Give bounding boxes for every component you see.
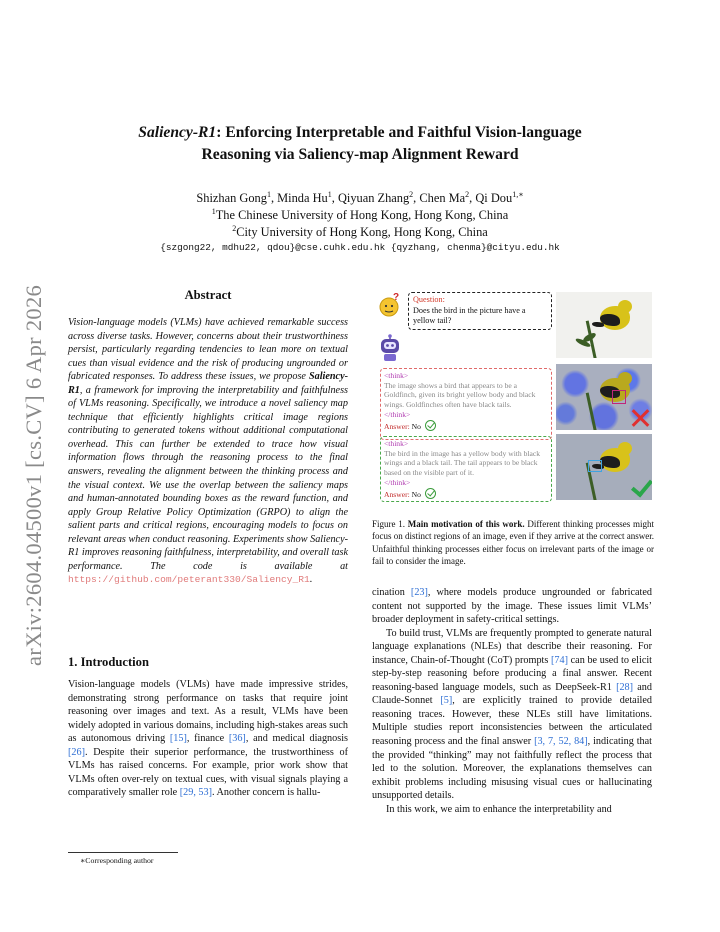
faithful-thinking-box xyxy=(380,436,552,502)
intro-body xyxy=(68,678,348,800)
answer-label: Answer: xyxy=(384,421,410,431)
title-method-name: Saliency-R1 xyxy=(138,124,217,141)
intro-text: Vision-language models (VLMs) have made impressive strides, demonstrating strong performance on tasks that require joint reasoning over images and text. As a result, VLMs have been widely adopted in various domains, including high-stakes areas such as autonomous driving xyxy=(68,679,348,745)
body-text: and Claude-Sonnet xyxy=(372,681,652,707)
body-text: , indicating that the provided “thinking” may not faithfully reflect the process that led to the solution. Moreover, the explanations themselves can exhibit problems including misusing visual cues or hallucinating unsupported details. xyxy=(372,736,652,802)
author-name: Shizhan Gong xyxy=(196,191,267,205)
author-affil-mark: 1 xyxy=(327,190,332,199)
answer-value: No xyxy=(411,421,421,431)
goldfinch-image xyxy=(556,292,652,358)
question-person-icon xyxy=(376,292,402,318)
saliency-highlight xyxy=(588,460,602,472)
saliency-highlight xyxy=(612,390,626,404)
citation-link[interactable]: [28] xyxy=(616,681,634,693)
citation-link[interactable]: [74] xyxy=(551,654,568,666)
figure-1 xyxy=(372,288,658,510)
author-affil-mark: 1,∗ xyxy=(512,190,524,199)
citation-link[interactable]: [15] xyxy=(169,733,187,745)
body-text: , where models produce ungrounded or fabricated content not supported by the image. These issues limit VLMs’ broader deployment in safety-critical settings. xyxy=(372,587,652,626)
unfaithful-saliency-image xyxy=(556,364,652,430)
caption-bold: Main motivation of this work. xyxy=(407,519,525,529)
think-close-tag: </think> xyxy=(384,409,411,419)
body-text: cination xyxy=(372,587,411,598)
paragraph xyxy=(372,586,652,627)
arxiv-identifier xyxy=(22,266,46,666)
citation-link[interactable]: [29, 53] xyxy=(179,787,212,799)
answer-line xyxy=(384,488,548,500)
caption-text: Different thinking processes might focus on distinct regions of an image, even if they arrive at the correct answer. Unfaithful thinking processes either focus on irrelevant parts of the image or fail to consider the image. xyxy=(372,519,655,566)
body-text: , are explicitly trained to provide detailed reasoning traces. However, these NLEs still have limitations. Multiple studies report inconsistencies between the articulated reasoning process and the final answer xyxy=(372,695,652,748)
check-circle-icon xyxy=(425,420,436,431)
answer-label: Answer: xyxy=(384,489,410,499)
author-name: Qi Dou xyxy=(475,191,513,205)
intro-text: , finance xyxy=(186,733,229,745)
arxiv-identifier-text: arXiv:2604.04500v1 [cs.CV] 6 Apr 2026 xyxy=(21,284,46,666)
robot-icon xyxy=(378,334,402,362)
right-column-body xyxy=(372,586,652,816)
answer-value: No xyxy=(411,489,421,499)
citation-link[interactable]: [36] xyxy=(228,733,246,745)
author-affil-mark: 2 xyxy=(409,190,414,199)
paper-title xyxy=(70,122,650,166)
unfaithful-thinking-box xyxy=(380,368,552,440)
title-line1: : Enforcing Interpretable and Faithful Vision-language xyxy=(216,124,582,141)
svg-text:?: ? xyxy=(393,292,400,303)
citation-link[interactable]: [5] xyxy=(440,695,453,707)
faithful-saliency-image xyxy=(556,434,652,500)
author-name: Minda Hu xyxy=(277,191,328,205)
red-x-icon xyxy=(630,408,650,428)
question-box xyxy=(408,292,552,330)
affiliation-1 xyxy=(70,207,650,224)
citation-link[interactable]: [26] xyxy=(68,746,85,758)
paragraph xyxy=(372,627,652,803)
author-name: Qiyuan Zhang xyxy=(337,191,410,205)
code-link[interactable]: https://github.com/peterant330/Saliency_R1 xyxy=(68,574,310,586)
title-line2: Reasoning via Saliency-map Alignment Reward xyxy=(201,146,519,163)
question-label: Question: xyxy=(413,295,445,304)
paragraph: In this work, we aim to enhance the interpretability and xyxy=(386,803,612,815)
citation-link[interactable]: [23] xyxy=(410,587,428,598)
body-text: To build trust, VLMs are frequently prompted to generate natural language explanations (NLEs) that describe their reasoning. For instance, Chain-of-Thought (CoT) prompts xyxy=(372,627,652,666)
abstract-body xyxy=(68,316,348,587)
abstract-text: Vision-language models (VLMs) have achieved remarkable success across diverse tasks. However, concerns about their trustworthiness persist, particularly regarding tendencies to lean more on textual cues than visual evidence and the risk of producing ungrounded or fabricated responses. To address these issues, we propose xyxy=(68,317,348,383)
author-list: Shizhan Gong$^1$, Minda Hu$^1$, Qiyuan Zhang$^2$, Chen Ma$^2$, Qi Dou$^{1,∗}$ xyxy=(196,190,524,205)
think-open-tag: <think> xyxy=(384,371,409,380)
abstract-heading: Abstract xyxy=(184,288,232,302)
affiliation-text: The Chinese University of Hong Kong, Hong Kong, China xyxy=(215,208,509,222)
author-affil-mark: 1 xyxy=(266,190,271,199)
abstract-end: . xyxy=(309,574,313,586)
question-text: Does the bird in the picture have a yellow tail? xyxy=(413,305,526,325)
affiliation-mark: 1 xyxy=(211,207,216,216)
intro-text: , and medical diagnosis xyxy=(245,733,348,745)
footnote-divider xyxy=(68,852,178,853)
author-affil-mark: 2 xyxy=(465,190,470,199)
intro-text: . Another concern is hallu- xyxy=(212,787,321,799)
intro-text: . Despite their superior performance, the trustworthiness of VLMs has raised concerns. For example, prior work show that VLMs often over-rely on textual cues, with visual signals playing a comparatively smaller role xyxy=(68,746,348,799)
check-circle-icon xyxy=(425,488,436,499)
faithful-thinking-text: The bird in the image has a yellow body with black wings and a black tail. The tail appears to be black based on the visible part of it. xyxy=(384,448,541,478)
caption-label: Figure 1. xyxy=(372,519,408,529)
figure-caption xyxy=(372,518,654,567)
affiliation-2 xyxy=(70,224,650,241)
footnote: ∗Corresponding author xyxy=(80,856,154,865)
body-text: can be used to elicit step-by-step reasoning before producing a final answer. Recent reasoning-based language models, such as DeepSeek-R1 xyxy=(372,654,653,693)
green-check-icon xyxy=(631,474,652,497)
answer-line xyxy=(384,420,548,432)
affiliation-mark: 2 xyxy=(232,224,237,233)
intro-heading: 1. Introduction xyxy=(68,655,149,669)
citation-link[interactable]: [3, 7, 52, 84] xyxy=(534,736,588,748)
think-open-tag: <think> xyxy=(384,439,409,448)
abstract-text: , a framework for improving the interpretability and faithfulness of VLMs reasoning. Specifically, we introduce a novel saliency map technique that efficiently highlights critical image regions contributing to generated tokens without additional computational overhead. This can further be extended to trace how visual information flows through the reasoning process to the final answers, revealing the alignment between the thinking process and the visual context. We use the overlap between the saliency maps and human-annotated bounding boxes as the reward function, and apply Group Relative Policy Optimization (GRPO) to align the salient parts and critical regions, encouraging models to focus on relevant areas when conduct reasoning. Experiments show Saliency-R1 improves reasoning faithfulness, interpretability, and overall task performance. The code is available at xyxy=(68,384,348,572)
abstract-method-name: Saliency-R1 xyxy=(68,371,348,396)
think-close-tag: </think> xyxy=(384,477,411,487)
author-name: Chen Ma xyxy=(419,191,466,205)
affiliation-text: City University of Hong Kong, Hong Kong, China xyxy=(236,225,488,239)
author-emails: {szgong22, mdhu22, qdou}@cse.cuhk.edu.hk {qyzhang, chenma}@cityu.edu.hk xyxy=(160,242,560,253)
unfaithful-thinking-text: The image shows a bird that appears to be a Goldfinch, given its bright yellow body and black wings. Goldfinches often have black tails. xyxy=(384,380,536,410)
